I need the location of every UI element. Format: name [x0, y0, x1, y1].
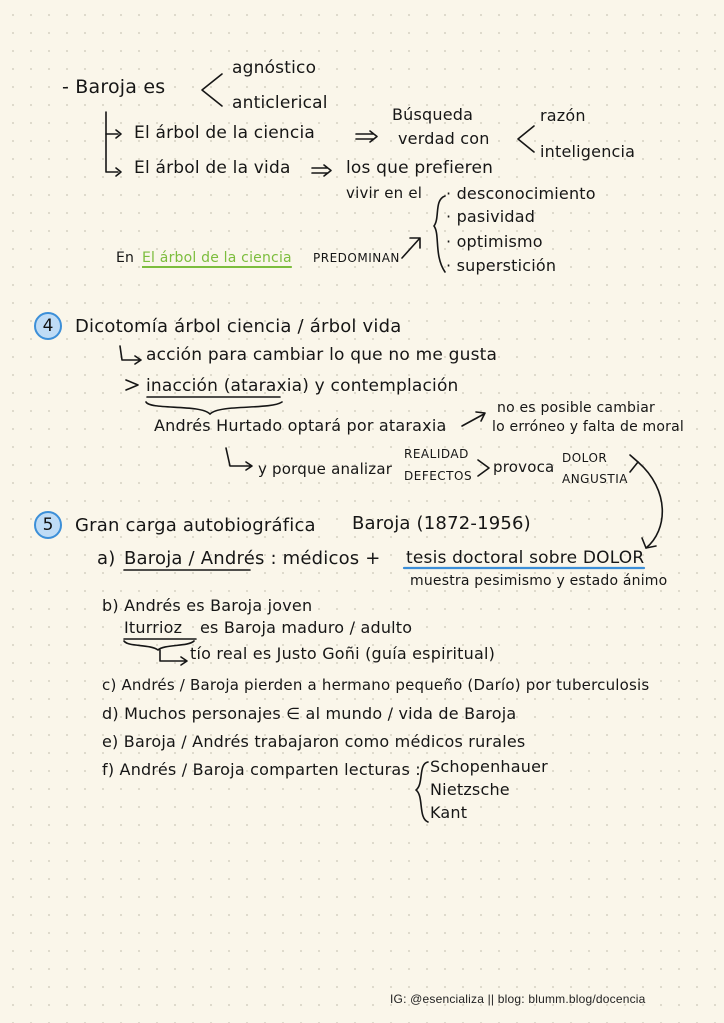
verdad-con: verdad con [398, 129, 490, 148]
brace-iturrioz [124, 641, 194, 650]
footer-credits: IG: @esencializa || blog: blumm.blog/docencia [390, 992, 646, 1006]
implies-arrow-vida [312, 165, 331, 176]
brace-inaccion [146, 402, 282, 414]
list-item-pasividad: · pasividad [446, 207, 536, 226]
item-b-line1: b) Andrés es Baroja joven [102, 596, 313, 615]
item-a-text: Baroja / Andrés : médicos + [124, 548, 381, 569]
arrow-inaccion [126, 380, 138, 390]
arrow-tio-real [160, 650, 187, 665]
item-b-line2: es Baroja maduro / adulto [200, 618, 413, 637]
arrow-predominan [402, 238, 420, 258]
list-item-optimismo: · optimismo [446, 232, 543, 251]
predominan: PREDOMINAN [313, 251, 400, 265]
reading-nietzsche: Nietzsche [430, 780, 510, 799]
anticlerical: anticlerical [232, 93, 328, 113]
item-a-prefix: a) [97, 548, 116, 569]
item-a-tesis: tesis doctoral sobre DOLOR [406, 548, 645, 568]
bracket-baroja [202, 74, 222, 106]
arrow-note [462, 412, 485, 426]
realidad: REALIDAD [404, 447, 469, 461]
item-f: f) Andrés / Baroja comparten lecturas : [102, 760, 421, 779]
porque-analizar: y porque analizar [258, 460, 393, 478]
arrow-head-ciencia [116, 130, 121, 138]
agnostico: agnóstico [232, 58, 317, 78]
arrow-head-vida [116, 168, 121, 176]
arbol-ciencia: El árbol de la ciencia [134, 123, 315, 143]
branch-line-vida [106, 112, 118, 172]
reading-schopenhauer: Schopenhauer [430, 757, 548, 776]
curve-arrow-head-top [630, 455, 638, 472]
vivir-en-el: vivir en el [346, 184, 423, 202]
los-que-prefieren: los que prefieren [346, 158, 494, 178]
bracket-verdad [518, 126, 534, 152]
brace-list [434, 196, 445, 272]
curve-arrow-head-bottom [642, 538, 656, 548]
item-e: e) Baroja / Andrés trabajaron como médicos rurales [102, 732, 526, 751]
reading-kant: Kant [430, 803, 468, 822]
inaccion: inacción (ataraxia) y contemplación [146, 376, 459, 396]
andres-optara: Andrés Hurtado optará por ataraxia [154, 416, 447, 435]
curve-arrow-dolor [638, 462, 662, 548]
arbol-vida: El árbol de la vida [134, 158, 291, 178]
busqueda: Búsqueda [392, 105, 474, 124]
arrow-accion [120, 346, 141, 364]
note-no-es-posible: no es posible cambiar [497, 400, 655, 416]
defectos: DEFECTOS [404, 469, 473, 483]
section-4-number-badge: 4 [34, 312, 62, 340]
item-c: c) Andrés / Baroja pierden a hermano pequeño (Darío) por tuberculosis [102, 676, 650, 694]
section-4-title: Dicotomía árbol ciencia / árbol vida [75, 316, 402, 337]
section-5-title: Gran carga autobiográfica [75, 515, 316, 536]
section-5-number-badge: 5 [34, 511, 62, 539]
implies-arrow-ciencia [356, 131, 377, 142]
chevron-provoca [478, 460, 489, 476]
item-d: d) Muchos personajes ∈ al mundo / vida de Baroja [102, 704, 517, 723]
dolor: DOLOR [562, 451, 608, 465]
item-b-iturrioz: Iturrioz [124, 618, 183, 637]
note-lo-erroneo: lo erróneo y falta de moral [492, 419, 684, 435]
accion: acción para cambiar lo que no me gusta [146, 345, 498, 365]
angustia: ANGUSTIA [562, 472, 628, 486]
baroja-es: - Baroja es [62, 76, 166, 98]
baroja-dates: Baroja (1872-1956) [352, 513, 531, 534]
list-item-desconocimiento: · desconocimiento [446, 184, 596, 203]
en-label: En [116, 250, 135, 266]
list-item-supersticion: · superstición [446, 256, 557, 275]
arbol-ciencia-highlight: El árbol de la ciencia [142, 250, 292, 266]
arrow-porque [226, 448, 252, 470]
razon: razón [540, 106, 586, 125]
item-a-note: muestra pesimismo y estado ánimo [410, 573, 668, 589]
item-b-line3: tío real es Justo Goñi (guía espiritual) [190, 644, 496, 663]
inteligencia: inteligencia [540, 142, 636, 161]
provoca: provoca [493, 458, 555, 476]
